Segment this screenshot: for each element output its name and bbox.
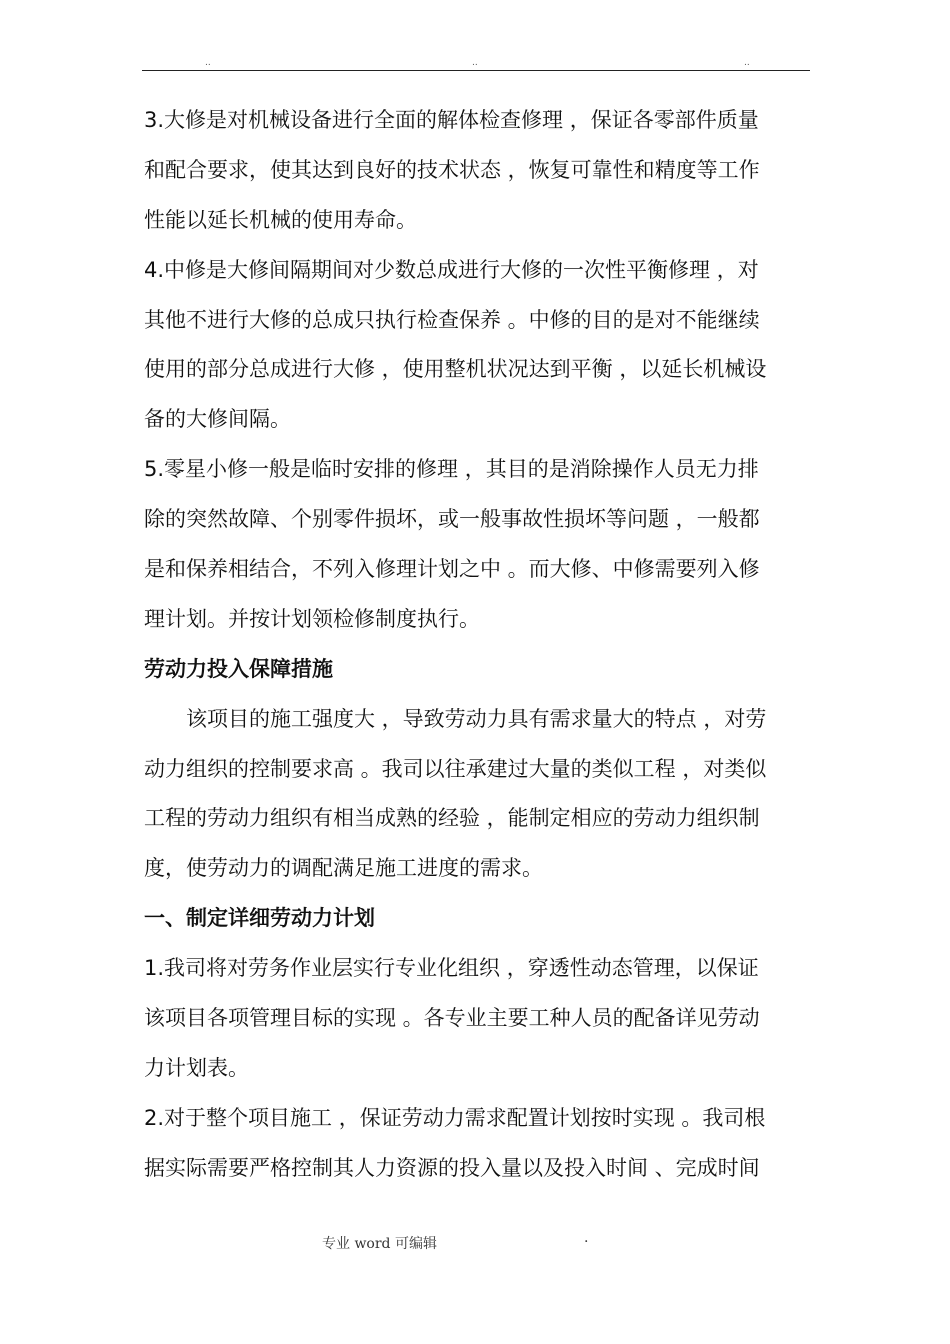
text-line: 该项目各项管理目标的实现 。各专业主要工种人员的配备详见劳动 xyxy=(144,1006,760,1031)
header-dot-right: .. xyxy=(744,58,750,68)
text-line: 3.大修是对机械设备进行全面的解体检查修理 ，保证各零部件质量 xyxy=(144,108,759,132)
text-line: 是和保养相结合，不列入修理计划之中 。而大修、中修需要列入修 xyxy=(144,557,760,582)
header-dot-center: .. xyxy=(472,58,478,68)
header-dots xyxy=(0,58,950,68)
text-line: 据实际需要严格控制其人力资源的投入量以及投入时间 、完成时间 xyxy=(144,1155,760,1180)
text-line: 该项目的施工强度大 ，导致劳动力具有需求量大的特点 ，对劳 xyxy=(186,706,767,731)
text-line: 使用的部分总成进行大修 ，使用整机状况达到平衡 ，以延长机械设 xyxy=(144,357,767,382)
section-heading: 劳动力投入保障措施 xyxy=(144,656,333,681)
text-line: 5.零星小修一般是临时安排的修理 ，其目的是消除操作人员无力排 xyxy=(144,457,759,482)
text-line: 工程的劳动力组织有相当成熟的经验 ，能制定相应的劳动力组织制 xyxy=(144,806,760,831)
document-body xyxy=(144,96,808,1194)
text-line: 2.对于整个项目施工 ，保证劳动力需求配置计划按时实现 。我司根 xyxy=(144,1105,766,1130)
text-line: 1.我司将对劳务作业层实行专业化组织 ，穿透性动态管理，以保证 xyxy=(144,956,759,981)
text-line: 性能以延长机械的使用寿命。 xyxy=(144,207,417,232)
text-line: 4.中修是大修间隔期间对少数总成进行大修的一次性平衡修理 ，对 xyxy=(144,257,759,282)
text-line: 理计划。并按计划领检修制度执行。 xyxy=(144,606,480,631)
section-heading: 一、制定详细劳动力计划 xyxy=(144,906,375,931)
text-line: 其他不进行大修的总成只执行检查保养 。中修的目的是对不能继续 xyxy=(144,307,760,332)
footer-text: 专业 word 可编辑 xyxy=(322,1236,437,1252)
text-line: 和配合要求，使其达到良好的技术状态 ，恢复可靠性和精度等工作 xyxy=(144,157,760,182)
text-line: 力计划表。 xyxy=(144,1055,249,1080)
text-line: 备的大修间隔。 xyxy=(144,407,291,432)
header-dot-left: .. xyxy=(205,58,211,68)
footer-dot: . xyxy=(584,1230,589,1246)
text-line: 度，使劳动力的调配满足施工进度的需求。 xyxy=(144,856,543,881)
text-line: 动力组织的控制要求高 。我司以往承建过大量的类似工程 ，对类似 xyxy=(144,756,767,781)
text-line: 除的突然故障、个别零件损坏，或一般事故性损坏等问题 ，一般都 xyxy=(144,507,760,532)
header-rule xyxy=(142,70,810,71)
